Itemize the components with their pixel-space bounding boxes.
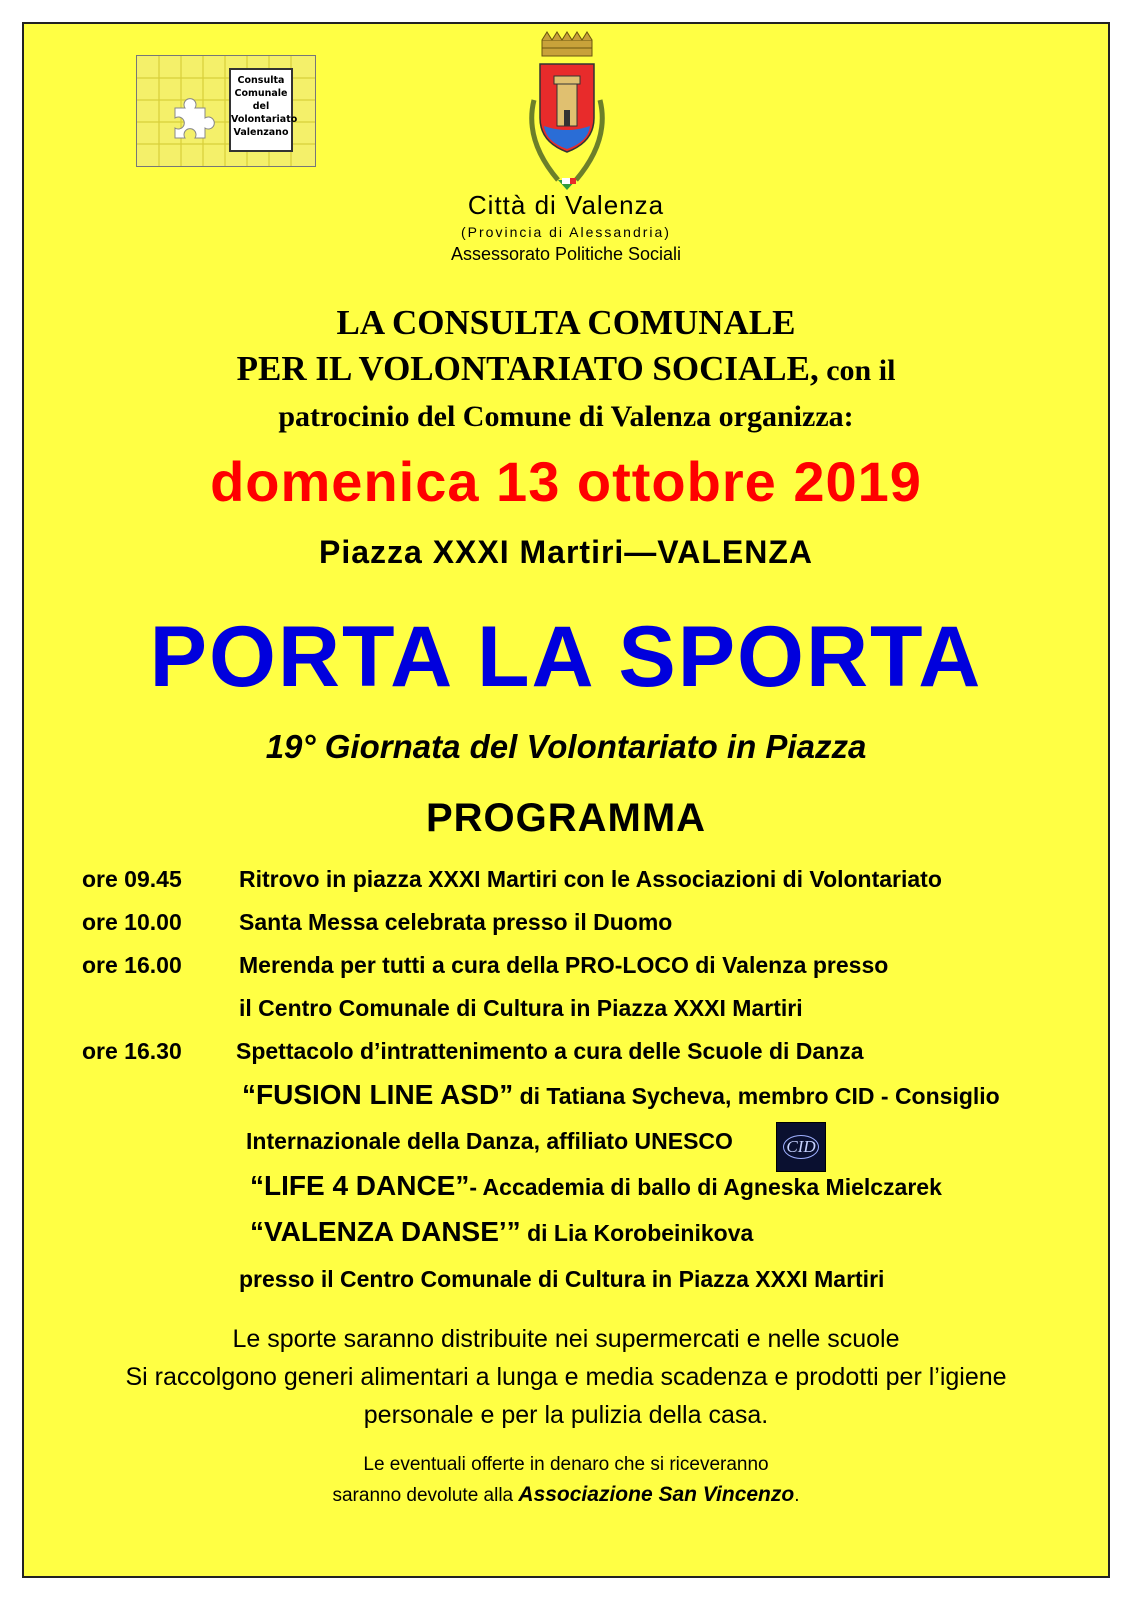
logo-line: Valenzano [233, 127, 289, 138]
event-subtitle: 19° Giornata del Volontariato in Piazza [265, 728, 867, 765]
school-name: “FUSION LINE ASD” [242, 1079, 514, 1110]
organizer-line-3: patrocinio del Comune di Valenza organizza: [278, 400, 854, 433]
school-detail: di Lia Korobeinikova [520, 1220, 754, 1246]
footer-line: Si raccolgono generi alimentari a lunga e media scadenza e prodotti per l’igiene [125, 1363, 1007, 1391]
school-detail: - Accademia di ballo di Agneska Mielczarek [469, 1174, 942, 1200]
event-place: Piazza XXXI Martiri—VALENZA [318, 534, 814, 570]
program-time: ore 10.00 [82, 909, 182, 935]
cid-logo [776, 1122, 826, 1172]
logo-line: del [252, 101, 270, 112]
program-text: Ritrovo in piazza XXXI Martiri con le Associazioni di Volontariato [239, 866, 942, 892]
program-text [250, 1216, 753, 1248]
beneficiary-name: Associazione San Vincenzo [518, 1483, 795, 1506]
organizer-block [24, 300, 1108, 440]
program-text: presso il Centro Comunale di Cultura in Piazza XXXI Martiri [239, 1266, 885, 1292]
footer-note [24, 1450, 1108, 1511]
logo-line: Consulta [237, 75, 285, 86]
note-prefix: saranno devolute alla [332, 1485, 519, 1506]
province-name: (Provincia di Alessandria) [461, 224, 671, 240]
program-time: ore 09.45 [82, 866, 182, 892]
footer-line: personale e per la pulizia della casa. [363, 1401, 769, 1429]
organizer-tail: con il [818, 354, 896, 387]
program-time: ore 16.00 [82, 952, 182, 978]
program-text: Internazionale della Danza, affiliato UNESCO [246, 1128, 733, 1154]
program-text: Santa Messa celebrata presso il Duomo [239, 909, 673, 935]
note-suffix: . [794, 1485, 800, 1506]
footer-note-line [24, 1480, 1108, 1511]
cid-logo-text: CID [783, 1135, 819, 1159]
footer-note-line: Le eventuali offerte in denaro che si riceveranno [363, 1454, 769, 1475]
organizer-name: PER IL VOLONTARIATO SOCIALE, [236, 349, 819, 388]
poster [22, 22, 1110, 1578]
school-name: “LIFE 4 DANCE” [250, 1170, 470, 1201]
organizer-line-1: LA CONSULTA COMUNALE [336, 303, 796, 342]
office-name: Assessorato Politiche Sociali [450, 244, 682, 264]
program-time: ore 16.30 [82, 1038, 182, 1064]
footer-line: Le sporte saranno distribuite nei supermercati e nelle scuole [232, 1325, 900, 1353]
event-date: domenica 13 ottobre 2019 [210, 450, 922, 513]
organizer-line-2 [24, 346, 1108, 394]
city-crest-icon [510, 30, 624, 196]
logo-label [229, 68, 298, 152]
consulta-logo [136, 55, 316, 167]
school-detail: di Tatiana Sycheva, membro CID - Consiglio [513, 1083, 1000, 1109]
event-title: PORTA LA SPORTA [149, 609, 983, 705]
logo-line: Volontariato [231, 114, 298, 125]
logo-line: Comunale [234, 88, 288, 99]
program-text [242, 1079, 1000, 1111]
city-name: Città di Valenza [467, 190, 665, 220]
footer-info [24, 1320, 1108, 1434]
program-text: Spettacolo d’intrattenimento a cura delle Scuole di Danza [236, 1038, 864, 1064]
program-heading: PROGRAMMA [425, 796, 707, 840]
program-text: il Centro Comunale di Cultura in Piazza XXXI Martiri [239, 995, 803, 1021]
program-text: Merenda per tutti a cura della PRO-LOCO di Valenza presso [239, 952, 889, 978]
program-text [250, 1170, 942, 1202]
school-name: “VALENZA DANSE’” [250, 1216, 521, 1247]
